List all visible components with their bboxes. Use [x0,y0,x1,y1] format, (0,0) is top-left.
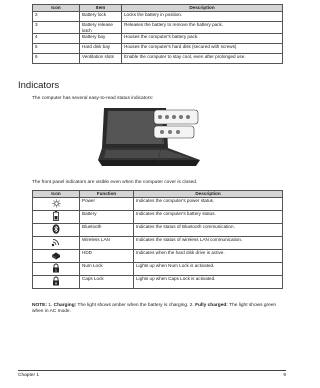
cell-description: Indicates when the hard disk drive is active. [134,250,283,263]
cell-function: Bluetooth [80,224,134,237]
cell-function: Battery [80,211,134,224]
wireless-lan-icon [33,237,80,250]
battery-icon [33,211,80,224]
cell-item: Battery lock [80,12,122,22]
cell-item: Ventilation slots [80,54,122,64]
header-description: Description [134,191,283,198]
footer-divider [18,370,286,371]
front-panel-text: The front panel indicators are visible even when the computer cover is closed. [32,180,198,185]
header-item: Item [80,5,122,12]
section-title: Indicators [18,80,60,91]
note-text [32,303,287,315]
intro-text: The computer has several easy-to-read status indicators: [32,96,154,101]
cell-description: Releases the battery to remove the battery pack. [122,22,283,34]
footer-chapter: Chapter 1 [18,373,40,378]
table-row [33,211,283,224]
cell-description: Lights up when Caps Lock is activated. [134,276,283,289]
table-header-row [33,191,283,198]
table-row [33,12,283,22]
table-row [33,224,283,237]
table-row [33,250,283,263]
cell-icon: 3 [33,22,80,34]
indicators-table [32,190,283,289]
cell-description: Lights up when Num Lock is activated. [134,263,283,276]
table-row [33,54,283,64]
table-row [33,198,283,211]
table-row [33,276,283,289]
cell-item: Hard disk bay [80,44,122,54]
svg-text:1: 1 [54,268,58,273]
header-description: Description [122,5,283,12]
bluetooth-icon [33,224,80,237]
cell-description: Locks the battery in position. [122,12,283,22]
header-icon: Icon [33,191,80,198]
table-row [33,34,283,44]
cell-icon: 2 [33,12,80,22]
cell-description: Houses the computer's hard disk (secured with screws) [122,44,283,54]
table-row [33,263,283,276]
cell-description: Indicates the computer's power status. [134,198,283,211]
cell-icon: 6 [33,54,80,64]
hdd-icon [33,250,80,263]
table-header-row [33,5,283,12]
note-fully-charged-label: Fully charged: [195,303,228,308]
cell-function: Num Lock [80,263,134,276]
num-lock-icon [33,263,80,276]
svg-text:A: A [54,281,58,286]
cell-icon: 4 [33,34,80,44]
cell-icon: 5 [33,44,80,54]
table-row [33,237,283,250]
cell-function: Caps Lock [80,276,134,289]
cell-function: HDD [80,250,134,263]
cell-function: Power [80,198,134,211]
note-part3: The light shows green when in AC mode. [32,303,277,314]
table-row [33,44,283,54]
header-function: Function [80,191,134,198]
cell-description: Enable the computer to stay cool, even after prolonged use. [122,54,283,64]
caps-lock-icon [33,276,80,289]
table-row [33,22,283,34]
laptop-image [96,104,206,174]
cell-description: Houses the computer's battery pack. [122,34,283,44]
power-icon [33,198,80,211]
cell-item: Battery bay [80,34,122,44]
cell-item: Battery release latch [80,22,122,34]
header-icon: Icon [33,5,80,12]
cell-function: Wireless LAN [80,237,134,250]
cell-description: Indicates the status of Bluetooth communication. [134,224,283,237]
cell-description: Indicates the computer's battery status. [134,211,283,224]
note-part2: The light shows amber when the battery is charging. 2. [76,303,196,308]
footer-page-number: 9 [283,373,286,378]
note-part1: 1. [46,303,54,308]
note-charging-label: Charging: [53,303,77,308]
components-table [32,4,283,64]
note-label: NOTE: [32,303,47,308]
cell-description: Indicates the status of wireless LAN communication. [134,237,283,250]
